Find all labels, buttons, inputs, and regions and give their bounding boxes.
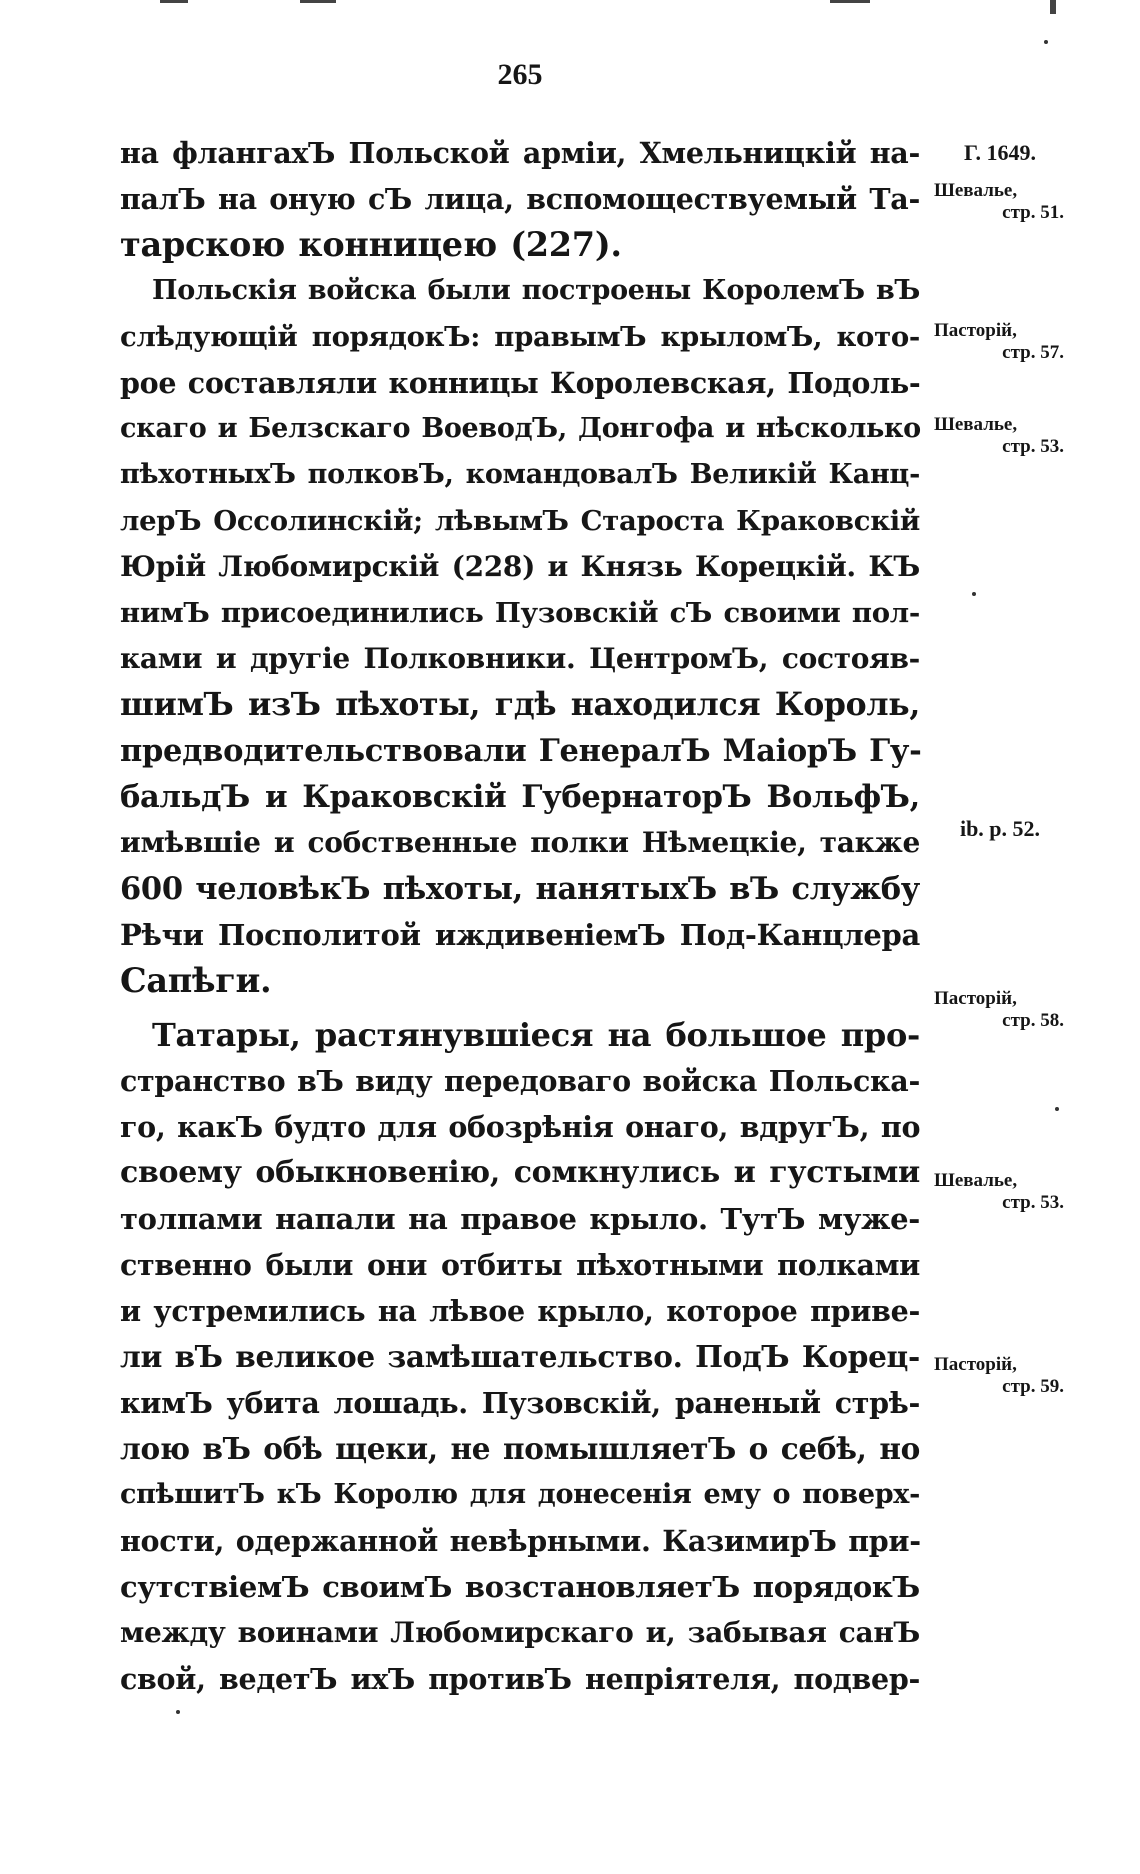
text-line: странство вЪ виду передоваго войска Польска-	[120, 1064, 920, 1098]
text-line: палЪ на оную сЪ лица, вспомоществуемый Та-	[120, 182, 920, 216]
ink-speck	[1055, 1107, 1059, 1111]
text-line: и устремились на лѣвое крыло, которое приве-	[120, 1294, 920, 1328]
text-line: лерЪ Оссолинскій; лѣвымЪ Староста Краковскій	[120, 505, 920, 537]
margin-note	[930, 180, 1070, 224]
paragraph-2	[120, 268, 920, 1004]
margin-note	[930, 988, 1070, 1032]
margin-note-year	[930, 142, 1070, 164]
paragraph-1	[120, 130, 920, 268]
margin-note-text: ib. p. 52.	[959, 816, 1041, 841]
main-text	[120, 130, 920, 1702]
text-line: между воинами Любомирскаго и, забывая санЪ	[120, 1616, 920, 1649]
text-line: го, какЪ будто для обозрѣнія онаго, вдругЪ, по	[120, 1110, 921, 1144]
ink-speck	[1044, 40, 1048, 44]
text-line: шимЪ изЪ пѣхоты, гдѣ находился Король,	[120, 686, 920, 723]
margin-note-source: Шевалье,	[934, 1170, 1018, 1191]
margin-note-page: стр. 57.	[1002, 342, 1064, 363]
margin-note	[930, 1354, 1070, 1398]
text-line: кимЪ убита лошадь. Пузовскій, раненый стрѣ-	[120, 1386, 920, 1420]
scan-edge-mark	[160, 0, 188, 3]
margin-note-page: стр. 53.	[1002, 436, 1064, 457]
margin-note-text: Г. 1649.	[963, 140, 1036, 165]
margin-note	[930, 414, 1070, 458]
text-line: скаго и Белзскаго ВоеводЪ, Донгофа и нѣсколько	[120, 413, 921, 444]
text-line: Рѣчи Посполитой иждивеніемЪ Под-Канцлера	[120, 918, 920, 952]
text-line: Сапѣги.	[120, 961, 272, 1000]
paragraph-3	[120, 1012, 920, 1702]
scan-edge-mark	[1050, 0, 1056, 14]
scan-edge-mark	[300, 0, 336, 3]
text-line: ли вЪ великое замѣшательство. ПодЪ Корец-	[120, 1339, 920, 1374]
margin-note	[930, 1170, 1070, 1214]
text-line: на флангахЪ Польской арміи, Хмельницкій на-	[120, 136, 920, 170]
text-line: нимЪ присоединились Пузовскій сЪ своими пол-	[120, 597, 920, 629]
text-line: спѣшитЪ кЪ Королю для донесенія ему о поверх-	[120, 1479, 920, 1510]
text-line: своему обыкновенію, сомкнулись и густыми	[120, 1155, 920, 1190]
ink-speck	[176, 1710, 180, 1714]
margin-note-source: Пасторій,	[934, 1354, 1017, 1375]
text-line: Татары, растянувшіеся на большое про-	[152, 1016, 920, 1054]
text-line: имѣвшіе и собственные полки Нѣмецкіе, также	[120, 826, 920, 859]
margin-note-source: Шевалье,	[934, 414, 1018, 435]
text-line: предводительствовали ГенералЪ МаіорЪ Гу-	[120, 733, 922, 769]
text-line: рое составляли конницы Королевская, Подоль-	[120, 366, 921, 400]
text-line: толпами напали на правое крыло. ТутЪ муже-	[120, 1202, 920, 1236]
text-line: Юрій Любомирскій (228) и Князь Корецкій. КЪ	[120, 550, 920, 583]
text-line: сутствіемЪ своимЪ возстановляетЪ порядокЪ	[120, 1570, 920, 1604]
margin-note	[930, 818, 1070, 840]
margin-note	[930, 320, 1070, 364]
margin-note-page: стр. 53.	[1002, 1192, 1064, 1213]
margin-note-page: стр. 59.	[1002, 1376, 1064, 1397]
page-number: 265	[497, 58, 543, 91]
text-line: Польскія войска были построены КоролемЪ вЪ	[152, 275, 920, 306]
ink-speck	[972, 592, 976, 596]
text-line: слѣдующій порядокЪ: правымЪ крыломЪ, кото-	[120, 321, 920, 353]
margin-note-source: Пасторій,	[934, 320, 1017, 341]
margin-note-page: стр. 51.	[1002, 202, 1064, 223]
text-line: ственно были они отбиты пѣхотными полками	[120, 1248, 920, 1282]
text-line: ности, одержанной невѣрными. КазимирЪ при-	[120, 1524, 921, 1558]
margin-note-source: Пасторій,	[934, 988, 1017, 1009]
text-line: свой, ведетЪ ихЪ противЪ непріятеля, подвер-	[120, 1662, 920, 1696]
margin-note-page: стр. 58.	[1002, 1010, 1064, 1031]
text-line: 600 человѣкЪ пѣхоты, нанятыхЪ вЪ службу	[120, 871, 920, 907]
text-line: лою вЪ обѣ щеки, не помышляетЪ о себѣ, но	[120, 1431, 920, 1466]
text-line: пѣхотныхЪ полковЪ, командовалЪ Великій Канц-	[120, 459, 920, 490]
text-line: тарскою конницею (227).	[120, 225, 622, 264]
text-line: ками и другіе Полковники. ЦентромЪ, состояв-	[120, 642, 920, 675]
scan-edge-mark	[830, 0, 870, 3]
margin-note-source: Шевалье,	[934, 180, 1018, 201]
text-line: бальдЪ и Краковскій ГубернаторЪ ВольфЪ,	[120, 779, 920, 815]
